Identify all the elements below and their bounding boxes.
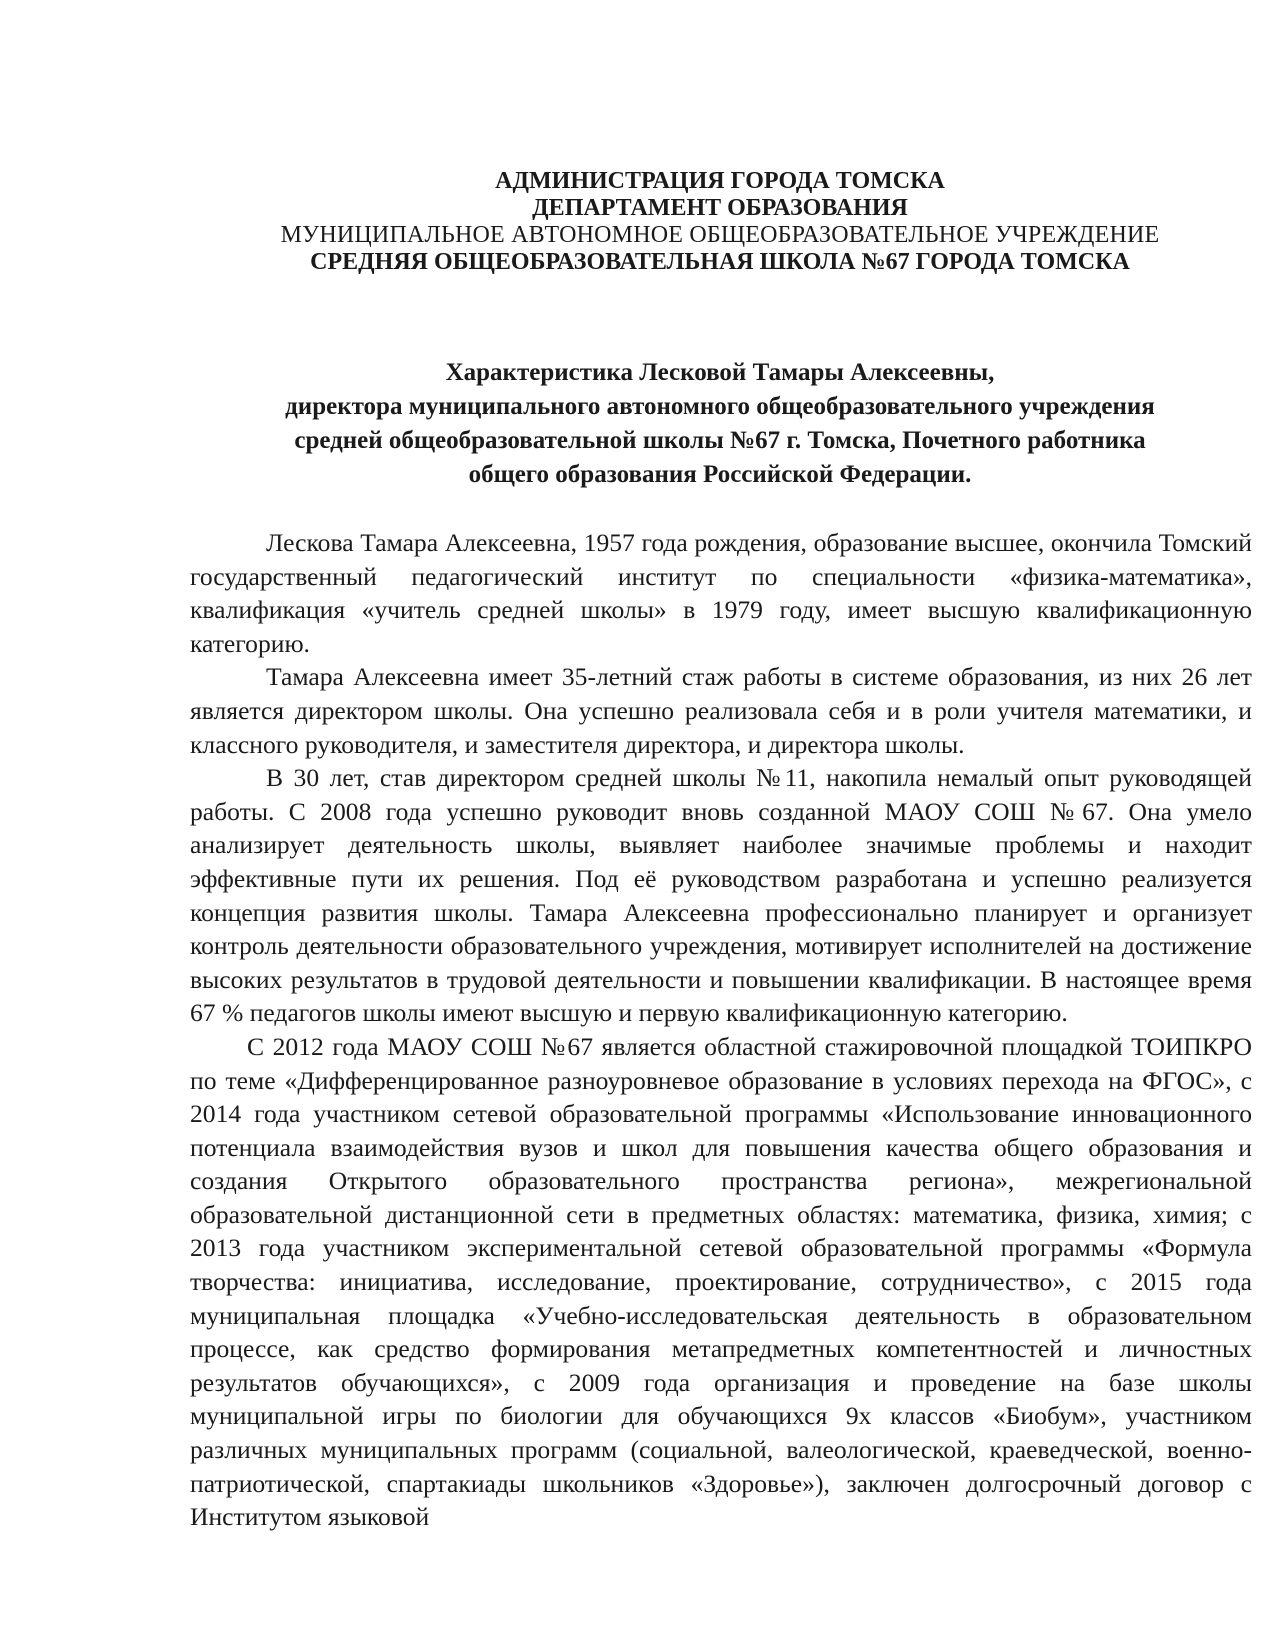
paragraph-experience: Тамара Алексеевна имеет 35-летний стаж работы в системе образования, из них 26 лет является директором школы. Она успешно реализовала себя и в роли учителя математики, и классного руководителя, и заместителя директора, и директора школы. [190,662,1252,759]
title-line-3: средней общеобразовательной школы №67 г. Томска, Почетного работника [294,427,1146,454]
document-title [190,356,1250,492]
title-line-2: директора муниципального автономного общеобразовательного учреждения [285,393,1155,420]
paragraph-programs: С 2012 года МАОУ СОШ №67 является областной стажировочной площадкой ТОИПКРО по теме «Дифференцированное разноуровневое образование в условиях перехода на ФГОС», с 2014 года участником сетевой образовательной программы «Использование инновационного потенциала взаимодействия вузов и школ для повышения качества общего образования и создания Открытого образовательного пространства региона», межрегиональной образовательной дистанционной сети в предметных областях: математика, физика, химия; с 2013 года участником экспериментальной сетевой образовательной программы «Формула творчества: инициатива, исследование, проектирование, сотрудничество», с 2015 года муниципальная площадка «Учебно-исследовательская деятельность в образовательном процессе, как средство формирования метапредметных компетентностей и личностных результатов обучающихся», с 2009 года организация и проведение на базе школы муниципальной игры по биологии для обучающихся 9х классов «Биобум», участником различных муниципальных программ (социальной, валеологической, краеведческой, военно-патриотической, спартакиады школьников «Здоровье»), заключен долгосрочный договор с Институтом языковой [190,1031,1252,1532]
letterhead [190,168,1250,276]
title-line-1: Характеристика Лесковой Тамары Алексеевны, [445,359,995,386]
title-line-4: общего образования Российской Федерации. [468,461,972,488]
letterhead-line-institution-type: МУНИЦИПАЛЬНОЕ АВТОНОМНОЕ ОБЩЕОБРАЗОВАТЕЛЬНОЕ УЧРЕЖДЕНИЕ [280,222,1160,248]
letterhead-line-school-name: СРЕДНЯЯ ОБЩЕОБРАЗОВАТЕЛЬНАЯ ШКОЛА №67 ГОРОДА ТОМСКА [310,249,1130,275]
document-body [190,526,1252,1534]
letterhead-line-administration: АДМИНИСТРАЦИЯ ГОРОДА ТОМСКА [495,168,945,194]
paragraph-leadership: В 30 лет, став директором средней школы №11, накопила немалый опыт руководящей работы. С 2008 года успешно руководит вновь созданной МАОУ СОШ №67. Она умело анализирует деятельность школы, выявляет наиболее значимые проблемы и находит эффективные пути их решения. Под её руководством разработана и успешно реализуется концепция развития школы. Тамара Алексеевна профессионально планирует и организует контроль деятельности образовательного учреждения, мотивирует исполнителей на достижение высоких результатов в трудовой деятельности и повышении квалификации. В настоящее время 67 % педагогов школы имеют высшую и первую квалификационную категорию. [190,763,1252,1028]
paragraph-biography: Лескова Тамара Алексеевна, 1957 года рождения, образование высшее, окончила Томский государственный педагогический институт по специальности «физика-математика», квалификация «учитель средней школы» в 1979 году, имеет высшую квалификационную категорию. [190,528,1252,658]
letterhead-line-department: ДЕПАРТАМЕНТ ОБРАЗОВАНИЯ [532,195,908,221]
